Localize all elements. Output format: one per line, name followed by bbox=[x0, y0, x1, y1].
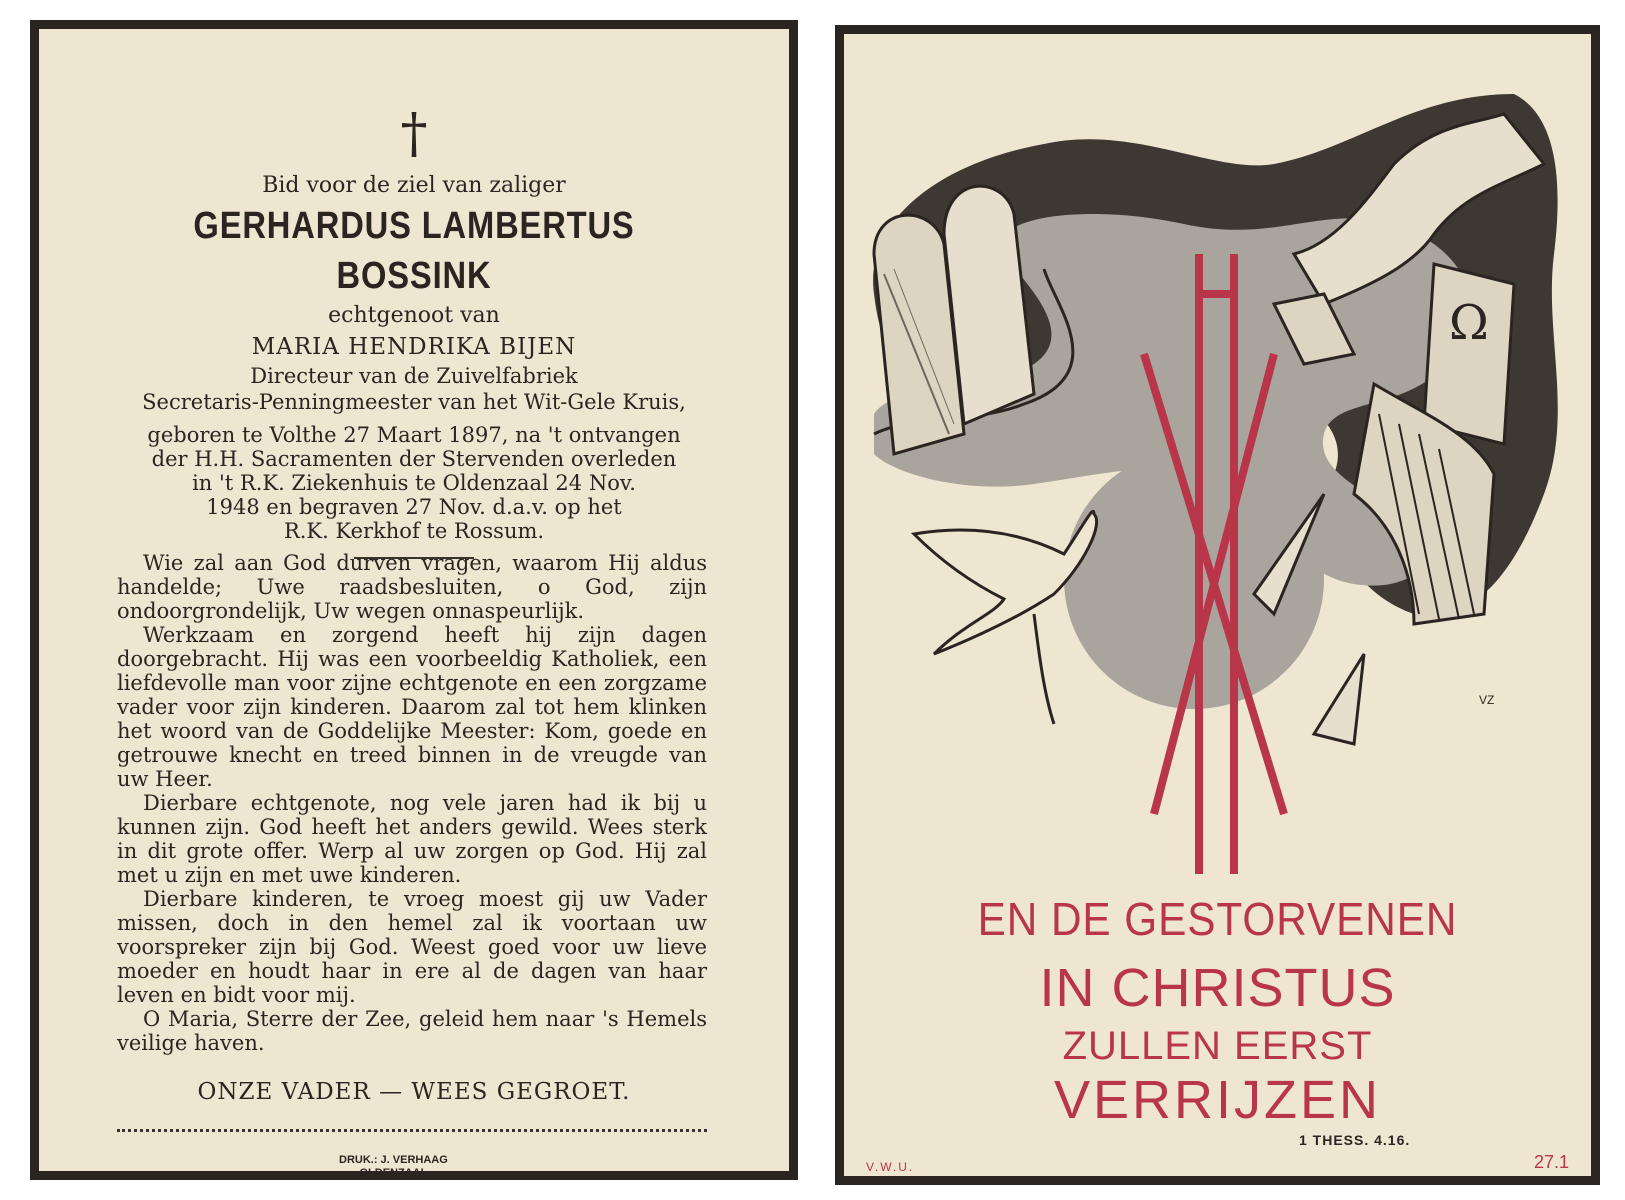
role-line: Secretaris-Penningmeester van het Wit-Gele Kruis, bbox=[142, 390, 686, 414]
verse-line: ZULLEN EERST bbox=[1062, 1024, 1373, 1068]
paragraph: Dierbare kinderen, te vroeg moest gij uw Vader missen, doch in den hemel zal ik voortaan uw voorspreker zijn bij God. Weest goed voor uw lieve moeder en houdt haar in ere al de dagen van haar leven en bidt voor mij. bbox=[117, 887, 707, 1007]
spouse-name: MARIA HENDRIKA BIJEN bbox=[251, 334, 577, 360]
paragraph: Wie zal aan God durven vragen, waarom Hij aldus handelde; Uwe raadsbesluiten, o God, zijn ondoorgrondelijk, Uw wegen onnaspeurlijk. bbox=[117, 551, 707, 623]
bio-line: 1948 en begraven 27 Nov. d.a.v. op het bbox=[206, 495, 622, 519]
printer-city: OLDENZAAL bbox=[359, 1167, 428, 1179]
memorial-text bbox=[117, 551, 707, 1055]
bio-line: der H.H. Sacramenten der Stervenden overleden bbox=[151, 447, 677, 471]
deceased-name: GERHARDUS LAMBERTUS BOSSINK bbox=[193, 205, 635, 297]
bio-line: in 't R.K. Ziekenhuis te Oldenzaal 24 Nov. bbox=[192, 471, 636, 495]
bio-line: geboren te Volthe 27 Maart 1897, na 't ontvangen bbox=[147, 423, 681, 447]
printer-mark bbox=[339, 1154, 448, 1180]
closing-prayer: ONZE VADER — WEES GEGROET. bbox=[197, 1079, 631, 1105]
prayer-intro: Bid voor de ziel van zaliger bbox=[262, 173, 566, 198]
bio-line: R.K. Kerkhof te Rossum. bbox=[283, 519, 545, 543]
scripture-reference: 1 THESS. 4.16. bbox=[1299, 1132, 1411, 1148]
role-line: Directeur van de Zuivelfabriek bbox=[250, 364, 578, 388]
biography bbox=[99, 423, 729, 543]
printer-name: DRUK.: J. VERHAAG bbox=[339, 1154, 448, 1166]
card-number: 27.1 bbox=[1533, 1152, 1569, 1172]
paragraph: Dierbare echtgenote, nog vele jaren had ik bij u kunnen zijn. God heeft het anders gewild. Wees sterk in dit grote offer. Werp al uw zorgen op God. Hij zal met u zijn en met uwe kinderen. bbox=[117, 791, 707, 887]
paragraph: Werkzaam en zorgend heeft hij zijn dagen doorgebracht. Hij was een voorbeeldig Katholiek, een liefdevolle man voor zijne echtgenote en een zorgzame vader voor zijn kinderen. Daarom zal tot hem klinken het woord van de Goddelijke Meester: Kom, goede en getrouwe knecht en treed binnen in de vreugde van uw Heer. bbox=[117, 623, 707, 791]
artist-initials: VZ bbox=[1479, 693, 1495, 707]
verse-line: VERRIJZEN bbox=[1053, 1070, 1382, 1130]
obituary-header bbox=[99, 171, 729, 559]
dotted-divider bbox=[117, 1129, 707, 1132]
religious-illustration bbox=[854, 54, 1581, 874]
omega-symbol: Ω bbox=[1449, 295, 1489, 351]
publisher-mark: V.W.U. bbox=[866, 1160, 915, 1174]
obituary-text-card bbox=[30, 20, 798, 1180]
cross-icon: † bbox=[400, 102, 428, 165]
illustration-card bbox=[835, 25, 1600, 1185]
paragraph: O Maria, Sterre der Zee, geleid hem naar 's Hemels veilige haven. bbox=[117, 1007, 707, 1055]
trumpet-lower bbox=[1314, 654, 1364, 744]
relation-text: echtgenoot van bbox=[328, 303, 500, 328]
book bbox=[1424, 264, 1514, 444]
verse-line: IN CHRISTUS bbox=[1039, 958, 1396, 1018]
verse-line: EN DE GESTORVENEN bbox=[977, 893, 1458, 945]
